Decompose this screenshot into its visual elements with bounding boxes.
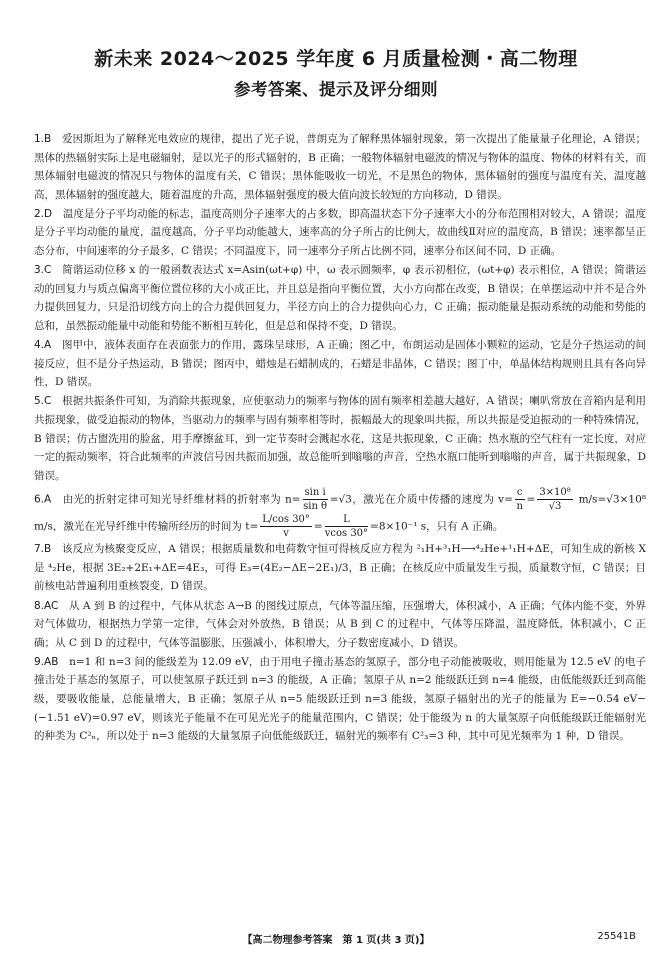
page-subtitle: 参考答案、提示及评分细则 bbox=[234, 80, 438, 99]
answer-number: 1.B bbox=[34, 133, 52, 145]
answer-number: 7.B bbox=[34, 543, 52, 556]
answer-number: 3.C bbox=[34, 264, 52, 277]
answer-text: 爱因斯坦为了解释光电效应的规律，提出了光子说，普朗克为了解释黑体辐射现象，第一次提出了能量量子化理论，A 错误；黑体的热辐射实际上是电磁辐射，是以光子的形式辐射的，B 正确；一般物体辐射电磁波的情况与物体的温度、物体的材料有关，而黑体辐射电磁波的情况只与物体的温度有关，C 错误；黑体能吸收一切光，不是黑色的物体，黑体辐射的强度与温度有关，温度越高，黑体辐射的强度越大，随着温度的升高，黑体辐射强度的极大值向波长较短的方向移动，D 错误。 bbox=[34, 133, 647, 201]
answer-number: 4.A bbox=[34, 339, 52, 352]
answer-number: 5.C bbox=[34, 395, 52, 408]
answer-text: 温度是分子平均动能的标志，温度高则分子速率大的占多数，即高温状态下分子速率大小的分布范围相对较大，A 错误；温度是分子平均动能的量度，温度越高，分子平均动能越大，速率高的分子所占的比例大，故曲线Ⅱ对应的温度高，B 错误；速率都呈正态分布，中间速率的分子最多，C 错误；不同温度下，同一速率分子所占比例不同，速率分布区间不同，D 正确。 bbox=[34, 207, 647, 258]
answer-item-5 bbox=[34, 392, 646, 485]
fraction-speed-value: $\frac{\text{3×10⁸}}{√3}$ bbox=[539, 486, 571, 512]
answer-number: 9.AB bbox=[34, 655, 59, 668]
fraction-time-simplified: $\frac{L}{vcos 30^\circ}$ bbox=[324, 513, 369, 539]
answer-text: 简谐运动位移 x 的一般函数表达式 x=Asin(ωt+φ) 中，ω 表示圆频率，φ 表示初相位，(ωt+φ) 表示相位，A 错误；简谐运动的回复力与质点偏离平衡位置位移的大小成正比，并且总是指向平衡位置，大小方向都在改变，B 错误；在单摆运动中并不是合外力提供回复力，只是沿切线方向上的合力提供回复力，半径方向上的合力提供向心力，C 正确；振动能量是振动系统的动能和势能的总和，虽然振动能量中动能和势能不断相互转化，但是总和保持不变，D 错误。 bbox=[34, 264, 647, 332]
answer-list bbox=[34, 130, 646, 746]
answer-text: 图甲中，液体表面存在表面张力的作用，露珠呈球形，A 正确；图乙中，布朗运动是固体小颗粒的运动，它是分子热运动的间接反应，但不是分子热运动，B 错误；图丙中，蜡烛是石蜡制成的，石蜡是非晶体，C 错误；图丁中，单晶体结构规则且具有各向异性，D 错误。 bbox=[34, 339, 647, 389]
answer-text: 根据共振条件可知，为消除共振现象，应使驱动力的频率与物体的固有频率相差越大越好，A 错误；喇叭常放在音箱内是利用共振现象，做受迫振动的物体，当驱动力的频率与固有频率相等时，振幅最大的现象叫共振，所以共振是受迫振动的一种特殊情况，B 错误；仿古盥洗用的脸盆，用手摩擦盆耳，到一定节奏时会溅起水花，这是共振现象，C 正确；热水瓶的空气柱有一定长度，对应一定的振动频率，符合此频率的声波信号因共振而加强，故总能听到嗡嗡的声音，空热水瓶口能听到嗡嗡的声音，属于共振现象，D 错误。 bbox=[34, 395, 647, 482]
answer-text: 从 A 到 B 的过程中，气体从状态 A→B 的图线过原点，气体等温压缩，压强增大，体积减小，A 正确；气体内能不变，外界对气体做功，根据热力学第一定律，气体会对外放热，B 错误；从 B 到 C 的过程中，气体等压降温，温度降低，体积减小，C 正确；从 C 到 D 的过程中，气体等温膨胀，压强减小，体积增大，分子数密度减小，D 错误。 bbox=[34, 599, 647, 649]
document-code: 25541B bbox=[597, 931, 636, 942]
fraction-speed: $\frac{c}{n}$ bbox=[516, 486, 523, 512]
fraction-time: $\frac{L/\cos 30^\circ}{v}$ bbox=[262, 513, 310, 539]
answer-text: n=1 和 n=3 间的能级差为 12.09 eV，由于用电子撞击基态的氢原子，部分电子动能被吸收，则用能量为 12.5 eV 的电子撞击处于基态的氢原子，可以使氢原子跃迁到 n=3 的能级，A 正确；氢原子从 n=2 能级跃迁到 n=4 能级，由低能级跃迁到高能级，要吸收能量，总能量增大，B 正确；氢原子从 n=5 能级跃迁到 n=3 能级，氢原子辐射出的光子的能量为 E=−0.54 eV−(−1.51 eV)=0.97 eV，则该光子能量不在可见光光子的能量范围内，C 错误；处于能级为 n 的大量氢原子向低能级跃迁能辐射光的种类为 C²ₙ，所以处于 n=3 能级的大量氢原子向低能级跃迁，辐射光的频率有 C²₃=3 种，其中可见光频率为 1 种，D 错误。 bbox=[34, 655, 647, 743]
page-footer: 【高二物理参考答案 第 1 页(共 3 页)】 bbox=[242, 935, 430, 946]
answer-item-6: 6.A 由光的折射定律可知光导纤维材料的折射率为 n= $\frac{\text{sin i}}{\text{sin θ}}$ =√3，激光在介质中传播的速度为 v= $\frac{c}{n}$ = $\frac{\text{3×10⁸}}{√3}$ m/s=√3×10⁸ m/s，激光在光导纤维中传输所经历的时间为 t= $\frac{L/\cos 30^\circ}{v}$ = $\frac{L}{vcos 30^\circ}$ =8×10⁻¹ s，只有 A 正确。 bbox=[34, 486, 646, 539]
answer-text: 由光的折射定律可知光导纤维材料的折射率为 n= bbox=[62, 493, 301, 506]
answer-number: 6.A bbox=[34, 493, 52, 506]
answer-item-2 bbox=[34, 205, 646, 261]
answer-item-4 bbox=[34, 336, 646, 392]
fraction-refractive-index: $\frac{\text{sin i}}{\text{sin θ}}$ bbox=[303, 486, 328, 512]
answer-number: 2.D bbox=[34, 207, 53, 220]
answer-number: 8.AC bbox=[34, 599, 59, 612]
answer-item-8 bbox=[34, 597, 646, 653]
page-title: 新未来 2024～2025 学年度 6 月质量检测・高二物理 bbox=[94, 48, 578, 70]
answer-item-9 bbox=[34, 653, 646, 746]
answer-text: 该反应为核聚变反应，A 错误；根据质量数和电荷数守恒可得核反应方程为 ²₁H+³₁H⟶⁴₂He+¹₁H+ΔE，可知生成的新核 X 是 ⁴₂He，根据 3E₂+2E₁+ΔE=4E₃，可得 E₃=(4E₂−ΔE−2E₁)/3，B 正确；在核反应中质量发生亏损，质量数守恒，C 错误；目前核电站普遍利用重核裂变，D 错误。 bbox=[34, 543, 647, 593]
answer-item-3 bbox=[34, 261, 646, 335]
answer-item-1 bbox=[34, 130, 646, 204]
answer-item-7 bbox=[34, 540, 646, 596]
